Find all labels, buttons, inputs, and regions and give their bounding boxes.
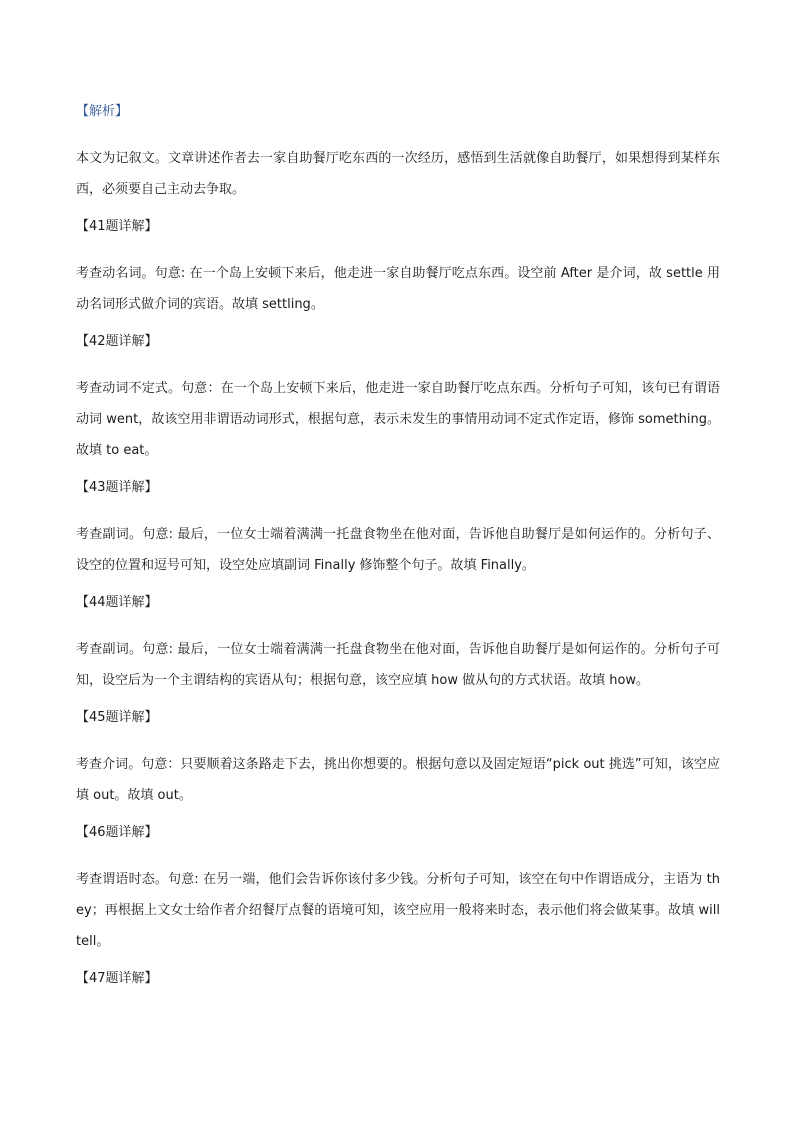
analysis-heading: 【解析】 (76, 104, 129, 119)
item-46-text: 考查谓语时态。句意: 在另一端，他们会告诉你该付多少钱。分析句子可知，该空在句中作谓语成分，主语为 they；再根据上文女士给作者介绍餐厅点餐的语境可知，该空应用一般将来时态，表示他们将会做某事。故填 will tell。 (76, 872, 720, 949)
intro-paragraph: 本文为记叙文。文章讲述作者去一家自助餐厅吃东西的一次经历，感悟到生活就像自助餐厅，如果想得到某样东西，必须要自己主动去争取。 (76, 151, 720, 197)
item-45-text: 考查介词。句意：只要顺着这条路走下去，挑出你想要的。根据句意以及固定短语“pick out 挑选”可知，该空应填 out。故填 out。 (76, 757, 720, 803)
document-page (76, 100, 720, 991)
item-42-text: 考查动词不定式。句意：在一个岛上安顿下来后，他走进一家自助餐厅吃点东西。分析句子可知，该句已有谓语动词 went，故该空用非谓语动词形式，根据句意，表示未发生的事情用动词不定式作定语，修饰 something。故填 to eat。 (76, 381, 720, 458)
item-43-text: 考查副词。句意: 最后，一位女士端着满满一托盘食物坐在他对面，告诉他自助餐厅是如何运作的。分析句子、设空的位置和逗号可知，设空处应填副词 Finally 修饰整个句子。故填 Finally。 (76, 527, 720, 573)
item-42-label: 【42题详解】 (76, 334, 158, 349)
item-41-text: 考查动名词。句意: 在一个岛上安顿下来后，他走进一家自助餐厅吃点东西。设空前 After 是介词，故 settle 用动名词形式做介词的宾语。故填 settling。 (76, 266, 720, 312)
item-45-label: 【45题详解】 (76, 710, 158, 725)
item-47-label: 【47题详解】 (76, 971, 158, 986)
item-44-label: 【44题详解】 (76, 595, 158, 610)
item-44-text: 考查副词。句意: 最后，一位女士端着满满一托盘食物坐在他对面，告诉他自助餐厅是如何运作的。分析句子可知，设空后为一个主谓结构的宾语从句；根据句意，该空应填 how 做从句的方式状语。故填 how。 (76, 642, 720, 688)
item-46-label: 【46题详解】 (76, 825, 158, 840)
item-41-label: 【41题详解】 (76, 219, 158, 234)
item-43-label: 【43题详解】 (76, 480, 158, 495)
